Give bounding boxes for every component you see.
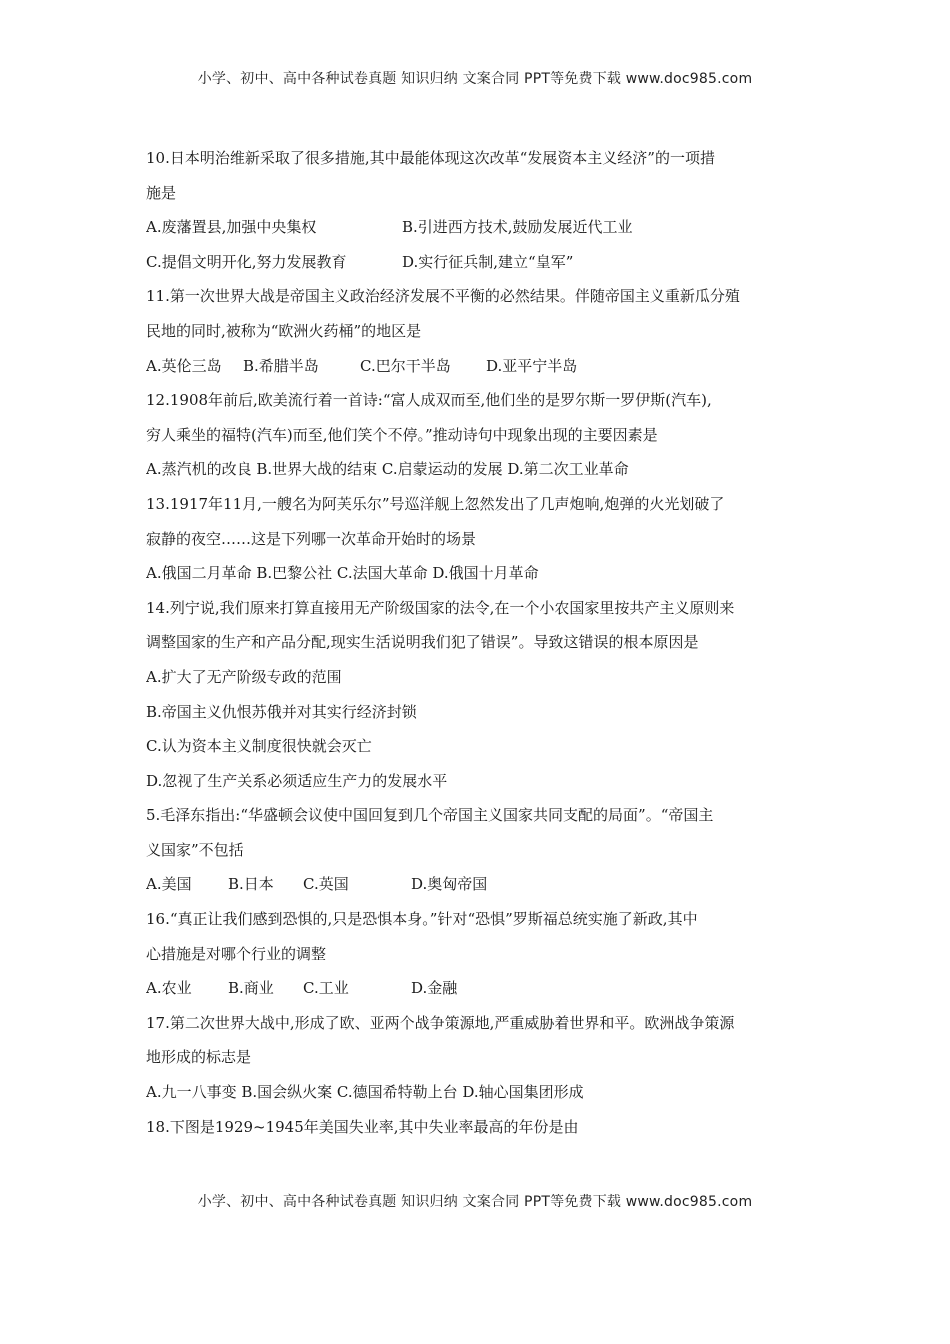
option-row: A.蒸汽机的改良 B.世界大战的结束 C.启蒙运动的发展 D.第二次工业革命 xyxy=(146,460,629,479)
question-stem: 地形成的标志是 xyxy=(146,1048,252,1067)
option-d: D.奥匈帝国 xyxy=(411,875,488,894)
option-b: B.日本 xyxy=(228,875,274,894)
option-c: C.工业 xyxy=(303,979,349,998)
question-stem: 义国家”不包括 xyxy=(146,840,244,859)
option-b: B.帝国主义仇恨苏俄并对其实行经济封锁 xyxy=(146,702,417,721)
question-stem: 施是 xyxy=(146,183,177,202)
question-stem: 心措施是对哪个行业的调整 xyxy=(146,944,327,963)
option-d: D.实行征兵制,建立“皇军” xyxy=(402,252,574,271)
question-15 xyxy=(146,798,816,902)
question-stem: 5.毛泽东指出:“华盛顿会议使中国回复到几个帝国主义国家共同支配的局面”。“帝国主 xyxy=(146,806,714,825)
option-d: D.亚平宁半岛 xyxy=(486,356,578,375)
question-stem: 12.1908年前后,欧美流行着一首诗:“富人成双而至,他们坐的是罗尔斯一罗伊斯(汽车), xyxy=(146,391,712,410)
question-stem: 寂静的夜空……这是下列哪一次革命开始时的场景 xyxy=(146,529,477,548)
question-18 xyxy=(146,1110,816,1145)
question-11 xyxy=(146,279,816,383)
question-stem: 穷人乘坐的福特(汽车)而至,他们笑个不停。”推动诗句中现象出现的主要因素是 xyxy=(146,425,658,444)
question-stem: 16.“真正让我们感到恐惧的,只是恐惧本身。”针对“恐惧”罗斯福总统实施了新政,其中 xyxy=(146,910,698,929)
option-a: A.英伦三岛 xyxy=(146,356,222,375)
option-row: A.九一八事变 B.国会纵火案 C.德国希特勒上台 D.轴心国集团形成 xyxy=(146,1083,584,1102)
option-row: A.俄国二月革命 B.巴黎公社 C.法国大革命 D.俄国十月革命 xyxy=(146,564,539,583)
page-header: 小学、初中、高中各种试卷真题 知识归纳 文案合同 PPT等免费下载 www.doc985.com xyxy=(197,71,753,87)
option-a: A.美国 xyxy=(146,875,192,894)
option-c: C.提倡文明开化,努力发展教育 xyxy=(146,252,347,271)
option-row xyxy=(146,349,816,384)
page-footer: 小学、初中、高中各种试卷真题 知识归纳 文案合同 PPT等免费下载 www.doc985.com xyxy=(197,1194,753,1210)
question-stem: 13.1917年11月,一艘名为阿芙乐尔”号巡洋舰上忽然发出了几声炮响,炮弹的火光划破了 xyxy=(146,494,725,513)
option-d: D.忽视了生产关系必须适应生产力的发展水平 xyxy=(146,771,448,790)
question-17 xyxy=(146,1006,816,1110)
option-d: D.金融 xyxy=(411,979,458,998)
option-a: A.扩大了无产阶级专政的范围 xyxy=(146,667,342,686)
question-stem: 18.下图是1929~1945年美国失业率,其中失业率最高的年份是由 xyxy=(146,1117,579,1136)
option-row xyxy=(146,867,816,902)
option-c: C.巴尔干半岛 xyxy=(360,356,451,375)
option-b: B.商业 xyxy=(228,979,274,998)
question-stem: 10.日本明治维新采取了很多措施,其中最能体现这次改革“发展资本主义经济”的一项措 xyxy=(146,149,715,167)
option-c: C.认为资本主义制度很快就会灭亡 xyxy=(146,737,372,756)
question-stem: 民地的同时,被称为“欧洲火药桶”的地区是 xyxy=(146,321,422,340)
option-row xyxy=(146,971,816,1006)
option-row xyxy=(146,245,816,280)
option-b: B.希腊半岛 xyxy=(243,356,319,375)
question-stem: 11.第一次世界大战是帝国主义政治经济发展不平衡的必然结果。伴随帝国主义重新瓜分殖 xyxy=(146,287,740,306)
option-c: C.英国 xyxy=(303,875,349,894)
option-a: A.废藩置县,加强中央集权 xyxy=(146,218,317,237)
option-a: A.农业 xyxy=(146,979,192,998)
question-10 xyxy=(146,141,816,279)
question-13 xyxy=(146,487,816,591)
question-list xyxy=(146,141,816,1144)
option-b: B.引进西方技术,鼓励发展近代工业 xyxy=(402,218,633,237)
question-stem: 14.列宁说,我们原来打算直接用无产阶级国家的法令,在一个小农国家里按共产主义原则来 xyxy=(146,598,735,617)
question-stem: 调整国家的生产和产品分配,现实生活说明我们犯了错误”。导致这错误的根本原因是 xyxy=(146,633,699,652)
question-stem: 17.第二次世界大战中,形成了欧、亚两个战争策源地,严重威胁着世界和平。欧洲战争策源 xyxy=(146,1013,735,1032)
question-12 xyxy=(146,383,816,487)
option-row xyxy=(146,210,816,245)
question-14 xyxy=(146,591,816,799)
question-16 xyxy=(146,902,816,1006)
